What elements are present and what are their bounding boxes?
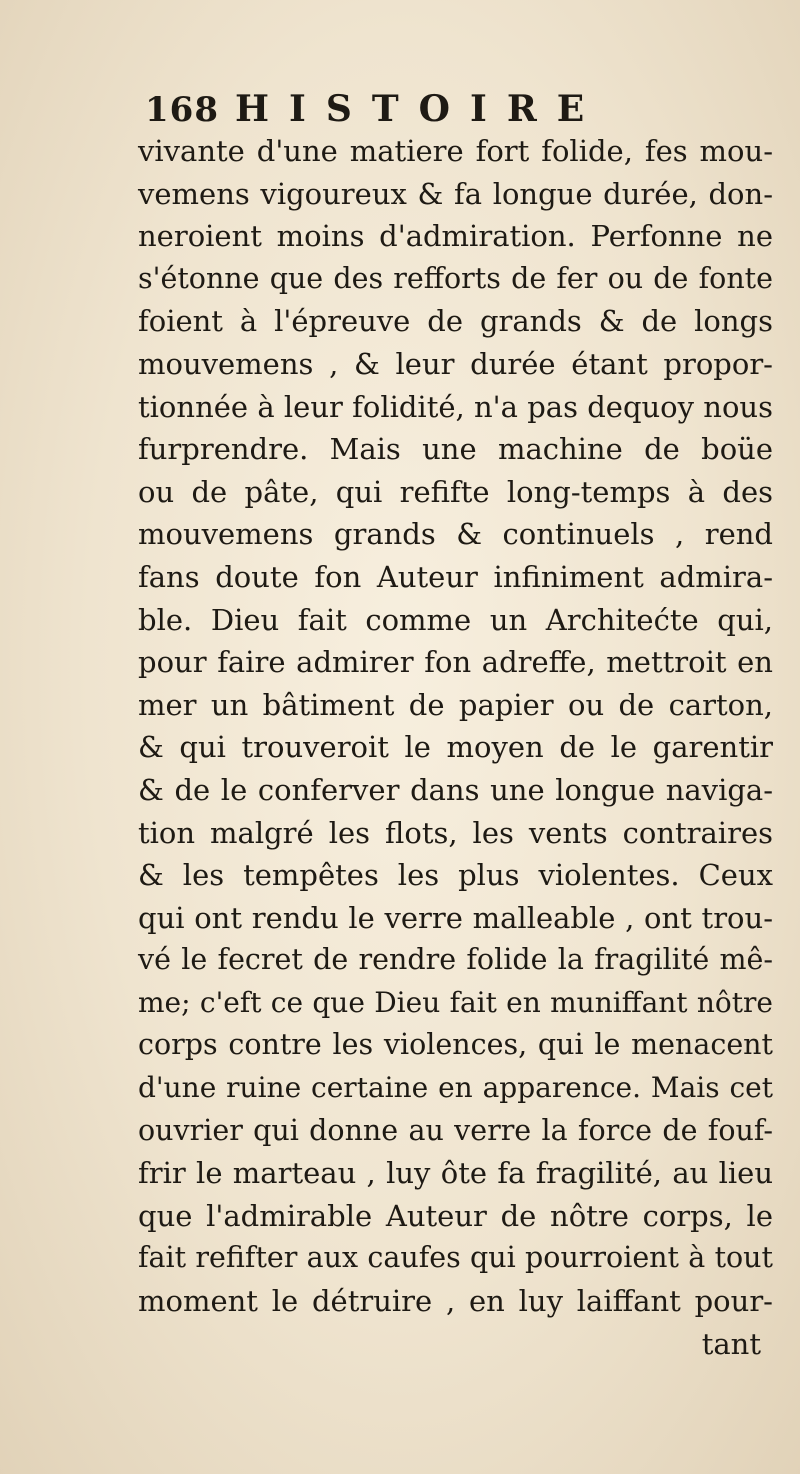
text-line: d'une ruine certaine en apparence. Mais cet: [138, 1071, 773, 1105]
page-header: [145, 88, 665, 132]
text-line: fans doute fon Auteur infiniment admira-: [138, 559, 773, 594]
text-line: mouvemens grands & continuels , rend: [138, 517, 773, 552]
page-number: 168: [145, 90, 219, 130]
text-line: vé le fecret de rendre folide la fragilité mê-: [138, 943, 773, 977]
catchword: tant: [701, 1326, 761, 1361]
text-line: moment le détruire , en luy laiffant pour-: [138, 1284, 773, 1319]
body-text: [138, 130, 773, 1365]
text-line: & les tempêtes les plus violentes. Ceux: [138, 858, 773, 893]
text-line: fait refifter aux caufes qui pourroient à tout: [138, 1241, 773, 1275]
running-title: HISTOIRE: [235, 88, 605, 130]
text-line: vivante d'une matiere fort folide, fes mou-: [138, 134, 773, 168]
text-line: me; c'eft ce que Dieu fait en muniffant nôtre: [138, 985, 773, 1019]
text-line: ble. Dieu fait comme un Architećte qui,: [138, 602, 773, 637]
text-line: que l'admirable Auteur de nôtre corps, le: [138, 1198, 773, 1233]
text-line: pour faire admirer fon adreffe, mettroit en: [138, 645, 773, 680]
text-line: & qui trouveroit le moyen de le garentir: [138, 730, 773, 765]
text-line: & de le conferver dans une longue naviga-: [138, 772, 773, 807]
text-line: ouvrier qui donne au verre la force de fouf-: [138, 1113, 773, 1147]
text-line: mer un bâtiment de papier ou de carton,: [138, 687, 773, 722]
text-line: vemens vigoureux & fa longue durée, don-: [138, 176, 773, 211]
text-line: qui ont rendu le verre malleable , ont trou-: [138, 900, 773, 935]
text-line: neroient moins d'admiration. Perfonne ne: [138, 219, 773, 254]
text-line: tion malgré les flots, les vents contraires: [138, 815, 773, 850]
text-line: frir le marteau , luy ôte fa fragilité, au lieu: [138, 1156, 773, 1191]
text-line: ou de pâte, qui refifte long-temps à des: [138, 474, 773, 509]
text-line: tionnée à leur folidité, n'a pas dequoy nous: [138, 389, 773, 424]
text-line: corps contre les violences, qui le menacent: [138, 1028, 773, 1062]
text-line: furprendre. Mais une machine de boüe: [138, 432, 773, 467]
text-line: s'étonne que des refforts de fer ou de fonte: [138, 261, 773, 295]
text-line: mouvemens , & leur durée étant propor-: [138, 346, 773, 381]
text-line: foient à l'épreuve de grands & de longs: [138, 304, 773, 339]
